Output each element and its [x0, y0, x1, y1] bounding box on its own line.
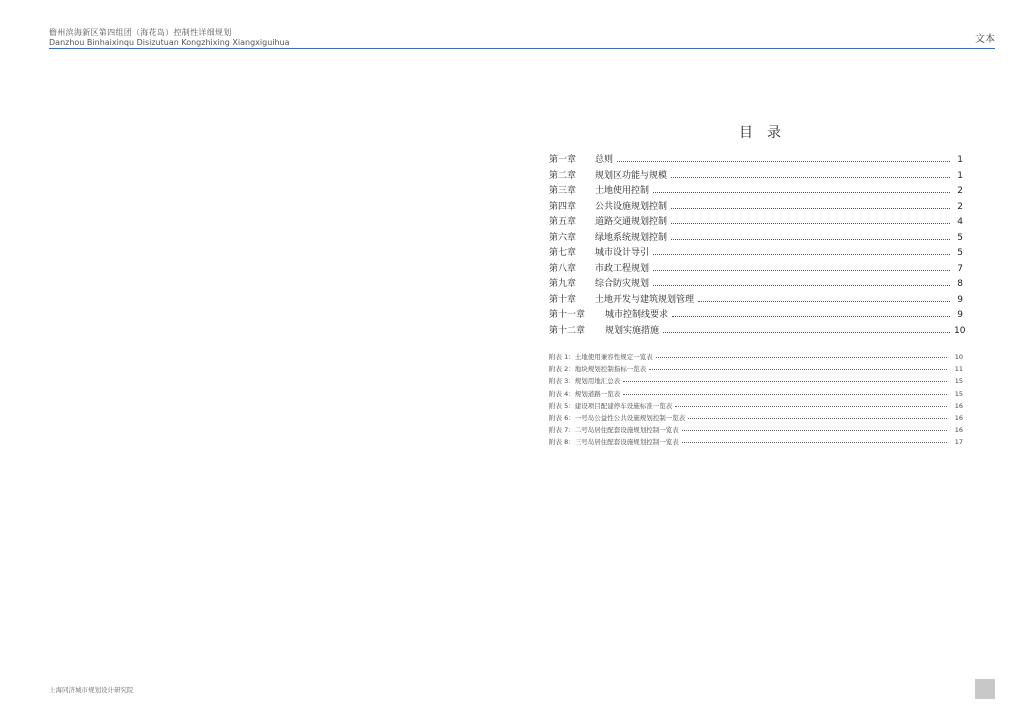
- dot-leader: [698, 301, 950, 302]
- toc-entry[interactable]: [549, 246, 963, 262]
- page-number: 16: [954, 414, 963, 423]
- page-number: 2: [957, 186, 963, 197]
- toc-entry[interactable]: [549, 169, 963, 185]
- page-number: 10: [954, 325, 966, 336]
- toc-entry[interactable]: [549, 308, 963, 324]
- page-number: 8: [957, 279, 963, 290]
- toc-entry[interactable]: [549, 231, 963, 247]
- chapter-number: 第一章: [549, 155, 577, 166]
- dot-leader: [672, 316, 950, 317]
- dot-leader: [671, 177, 950, 178]
- chapter-title: 市政工程规划: [595, 263, 650, 274]
- page-number: 5: [957, 232, 963, 243]
- page-number: 2: [957, 201, 963, 212]
- appendix-table-list: [549, 351, 963, 449]
- dot-leader: [617, 161, 950, 162]
- toc-table-entry[interactable]: [549, 388, 963, 400]
- toc-entry[interactable]: [549, 324, 966, 340]
- dot-leader: [682, 430, 947, 431]
- table-title: 附表 7：二号岛居住配套设施规划控制一览表: [549, 426, 679, 435]
- page-number: 16: [954, 401, 963, 410]
- chapter-title: 总则: [595, 155, 614, 166]
- chapter-title: 道路交通规划控制: [595, 217, 668, 228]
- chapter-list: [549, 153, 966, 339]
- toc-table-entry[interactable]: [549, 363, 963, 375]
- page-number: 11: [954, 365, 963, 374]
- chapter-number: 第二章: [549, 170, 577, 181]
- dot-leader: [682, 442, 947, 443]
- toc-entry[interactable]: [549, 200, 963, 216]
- toc-table-entry[interactable]: [549, 424, 963, 436]
- toc-entry[interactable]: [549, 184, 963, 200]
- table-title: 附表 1：土地使用兼容性规定一览表: [549, 353, 653, 362]
- chapter-title: 公共设施规划控制: [595, 201, 668, 212]
- toc-table-entry[interactable]: [549, 412, 963, 424]
- dot-leader: [671, 239, 950, 240]
- dot-leader: [623, 381, 947, 382]
- chapter-title: 土地开发与建筑规划管理: [595, 294, 695, 305]
- page-number: 1: [957, 155, 963, 166]
- table-title: 附表 2：地块规划控制指标一览表: [549, 365, 647, 374]
- toc-entry[interactable]: [549, 262, 963, 278]
- footer-organization: 上海同济城市规划设计研究院: [49, 686, 134, 694]
- chapter-number: 第三章: [549, 186, 577, 197]
- chapter-title: 土地使用控制: [595, 186, 650, 197]
- toc-entry[interactable]: [549, 153, 963, 169]
- table-title: 附表 6：一号岛公益性公共设施规划控制一览表: [549, 414, 686, 423]
- section-label: 文本: [975, 34, 995, 45]
- table-title: 附表 5：建设项目配建停车设施标准一览表: [549, 401, 673, 410]
- dot-leader: [653, 254, 950, 255]
- page-number: 4: [957, 217, 963, 228]
- page-number-box: [975, 679, 995, 699]
- chapter-title: 城市控制线要求: [605, 310, 669, 321]
- chapter-title: 综合防灾规划: [595, 279, 650, 290]
- toc-entry[interactable]: [549, 215, 963, 231]
- toc-entry[interactable]: [549, 277, 963, 293]
- chapter-title: 城市设计导引: [595, 248, 650, 259]
- page-number: 16: [954, 426, 963, 435]
- table-title: 附表 4：规划道路一览表: [549, 389, 621, 398]
- table-title: 附表 3：规划用地汇总表: [549, 377, 621, 386]
- dot-leader: [653, 192, 950, 193]
- dot-leader: [656, 357, 947, 358]
- toc-entry[interactable]: [549, 293, 963, 309]
- page-number: 10: [954, 353, 963, 362]
- dot-leader: [653, 270, 950, 271]
- dot-leader: [649, 369, 947, 370]
- page-number: 1: [957, 170, 963, 181]
- page-number: 7: [957, 263, 963, 274]
- dot-leader: [671, 223, 950, 224]
- chapter-number: 第六章: [549, 232, 577, 243]
- document-title-chinese: 儋州滨海新区第四组团（海花岛）控制性详细规划: [49, 28, 232, 37]
- dot-leader: [623, 394, 947, 395]
- page-number: 15: [954, 389, 963, 398]
- toc-table-entry[interactable]: [549, 436, 963, 448]
- chapter-title: 规划区功能与规模: [595, 170, 668, 181]
- chapter-number: 第五章: [549, 217, 577, 228]
- chapter-title: 绿地系统规划控制: [595, 232, 668, 243]
- page-number: 9: [957, 294, 963, 305]
- dot-leader: [653, 285, 950, 286]
- table-title: 附表 8：三号岛居住配套设施规划控制一览表: [549, 438, 679, 447]
- dot-leader: [671, 208, 950, 209]
- toc-table-entry[interactable]: [549, 400, 963, 412]
- page-number: 5: [957, 248, 963, 259]
- toc-table-entry[interactable]: [549, 351, 963, 363]
- document-title-pinyin: Danzhou Binhaixinqu Disizutuan Kongzhixing Xiangxiguihua: [49, 38, 290, 47]
- chapter-number: 第九章: [549, 279, 577, 290]
- dot-leader: [688, 418, 947, 419]
- page-number: 17: [954, 438, 963, 447]
- page-number: 9: [957, 310, 963, 321]
- chapter-number: 第八章: [549, 263, 577, 274]
- chapter-title: 规划实施措施: [605, 325, 660, 336]
- chapter-number: 第十二章: [549, 325, 586, 336]
- header-divider: [49, 48, 995, 49]
- chapter-number: 第四章: [549, 201, 577, 212]
- page-number: 15: [954, 377, 963, 386]
- chapter-number: 第十一章: [549, 310, 586, 321]
- toc-table-entry[interactable]: [549, 375, 963, 387]
- chapter-number: 第七章: [549, 248, 577, 259]
- dot-leader: [663, 332, 950, 333]
- dot-leader: [675, 406, 947, 407]
- toc-heading: 目录: [739, 125, 795, 141]
- chapter-number: 第十章: [549, 294, 577, 305]
